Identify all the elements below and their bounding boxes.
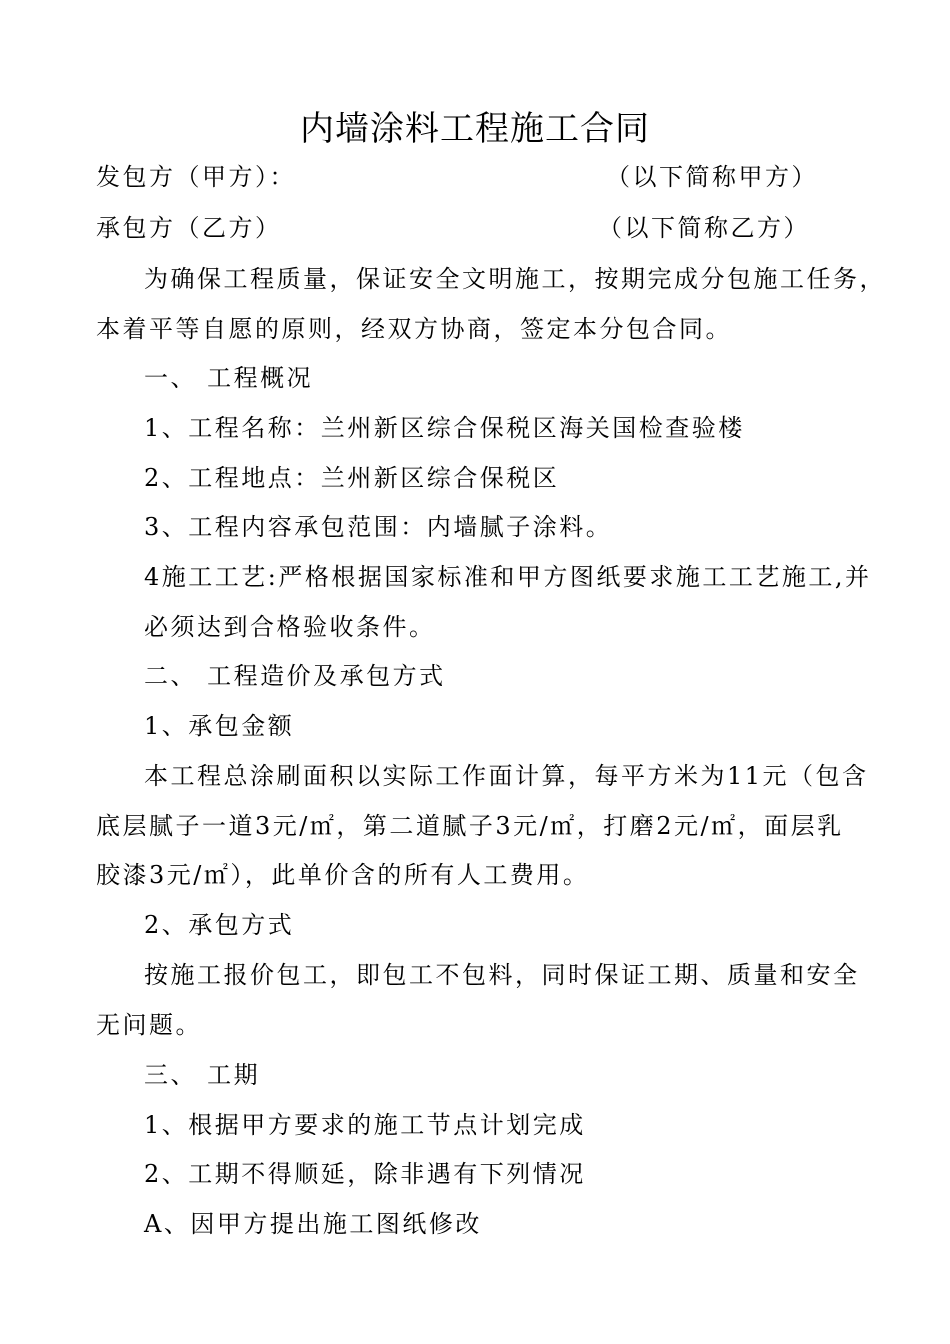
section2-sub2-text-1: 按施工报价包工，即包工不包料，同时保证工期、质量和安全 (144, 961, 860, 989)
party-a-label: 发包方（甲方）： (96, 163, 296, 191)
section1-item-2: 2、工程地点：兰州新区综合保税区 (144, 464, 560, 492)
intro-line-2: 本着平等自愿的原则，经双方协商，签定本分包合同。 (96, 315, 732, 343)
section1-item-3: 3、工程内容承包范围：内墙腻子涂料。 (144, 513, 613, 541)
section1-item-4-line-1: 4施工工艺:严格根据国家标准和甲方图纸要求施工工艺施工,并 (144, 563, 872, 591)
section1-heading: 一、 工程概况 (144, 364, 314, 392)
party-b-label: 承包方（乙方） (96, 214, 282, 242)
section2-sub2: 2、承包方式 (144, 911, 295, 939)
section3-item-2: 2、工期不得顺延，除非遇有下列情况 (144, 1160, 586, 1188)
section3-item-1: 1、根据甲方要求的施工节点计划完成 (144, 1111, 586, 1139)
section2-sub1: 1、承包金额 (144, 712, 295, 740)
section2-sub2-text-2: 无问题。 (96, 1011, 202, 1039)
document-title: 内墙涂料工程施工合同 (300, 109, 650, 149)
section1-item-1: 1、工程名称：兰州新区综合保税区海关国检查验楼 (144, 414, 745, 442)
section1-item-4-line-2: 必须达到合格验收条件。 (144, 613, 436, 641)
party-a-abbr: （以下简称甲方） (606, 163, 818, 191)
section2-sub1-text-1: 本工程总涂刷面积以实际工作面计算，每平方米为11元（包含 (144, 762, 869, 790)
section2-sub1-text-2: 底层腻子一道3元/㎡，第二道腻子3元/㎡，打磨2元/㎡，面层乳 (96, 812, 844, 840)
section2-sub1-text-3: 胶漆3元/㎡），此单价含的所有人工费用。 (96, 861, 590, 889)
section2-heading: 二、 工程造价及承包方式 (144, 662, 446, 690)
intro-line-1: 为确保工程质量，保证安全文明施工，按期完成分包施工任务， (144, 265, 886, 293)
party-b-abbr: （以下简称乙方） (598, 214, 810, 242)
section3-item-3: A、因甲方提出施工图纸修改 (144, 1210, 482, 1238)
section3-heading: 三、 工期 (144, 1061, 261, 1089)
